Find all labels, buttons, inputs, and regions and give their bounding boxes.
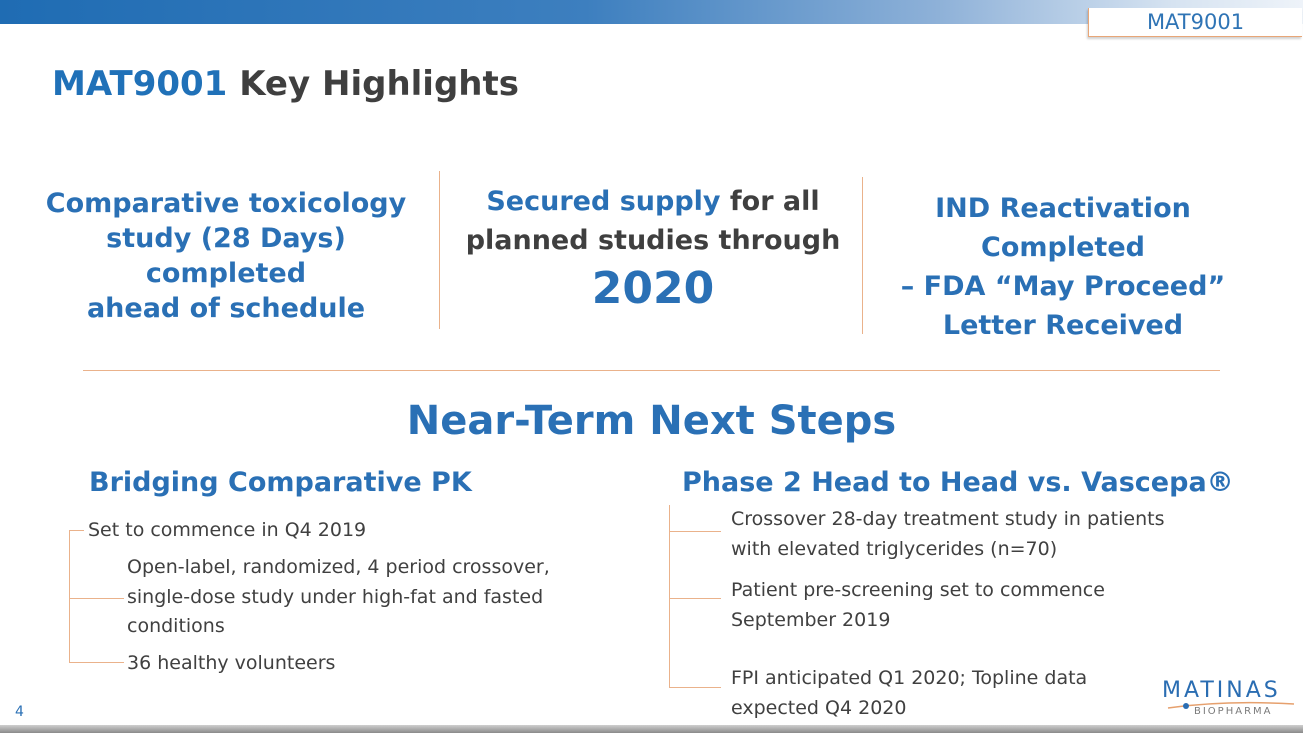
highlight-toxicology [30,186,422,326]
highlight-supply-rest: for all [720,186,820,217]
bracket-line [69,530,70,663]
bracket-tick [69,598,124,599]
bracket-line [669,505,670,688]
list-item-line: conditions [127,615,225,637]
highlight-line: Letter Received [942,310,1184,341]
highlight-ind [866,189,1260,345]
highlight-supply-emphasis: Secured supply [486,186,721,217]
list-item [88,516,366,546]
list-item-line: FPI anticipated Q1 2020; Topline data [731,667,1088,689]
list-item [731,505,1164,564]
list-item-line: single-dose study under high-fat and fasted [127,585,544,608]
list-item [127,553,550,642]
title-rest: Key Highlights [239,64,519,104]
left-column-heading: Bridging Comparative PK [89,467,472,498]
bracket-tick [69,662,124,663]
list-item-line: 36 healthy volunteers [127,652,336,674]
highlight-line: planned studies through [465,225,841,256]
list-item [731,576,1105,635]
list-item-line: Patient pre-screening set to commence [731,579,1105,601]
list-item-line: Crossover 28-day treatment study in patients [731,508,1165,530]
list-item-line: with elevated triglycerides (n=70) [731,537,1058,560]
highlight-line: study (28 Days) completed [106,223,346,289]
highlight-divider [439,171,440,329]
list-item [731,664,1087,723]
right-column-heading: Phase 2 Head to Head vs. Vascepa® [682,467,1234,498]
bracket-tick [69,530,84,531]
list-item [127,649,335,679]
page-number: 4 [15,704,24,720]
title-brand: MAT9001 [52,64,228,104]
bracket-tick [669,687,721,688]
highlight-line: Comparative toxicology [45,188,407,219]
list-item-line: Open-label, randomized, 4 period crossover, [127,556,550,578]
list-item-line: expected Q4 2020 [731,696,907,719]
footer-bar [0,725,1303,733]
highlight-year: 2020 [591,263,715,314]
page-title [52,62,519,106]
list-item-line: Set to commence in Q4 2019 [88,519,367,541]
highlight-line: ahead of schedule [86,293,366,324]
next-steps-heading: Near-Term Next Steps [406,398,897,444]
highlight-line: IND Reactivation Completed [935,193,1191,263]
product-tag: MAT9001 [1088,8,1302,37]
highlight-divider [862,177,863,334]
highlight-line: – FDA “May Proceed” [900,271,1226,302]
company-logo: MATINAS [1162,678,1281,703]
bracket-tick [669,598,721,599]
logo-subtitle: BIOPHARMA [1194,706,1273,717]
list-item-line: September 2019 [731,608,891,631]
highlight-supply [452,182,854,318]
section-divider [83,370,1220,371]
bracket-tick [669,531,721,532]
